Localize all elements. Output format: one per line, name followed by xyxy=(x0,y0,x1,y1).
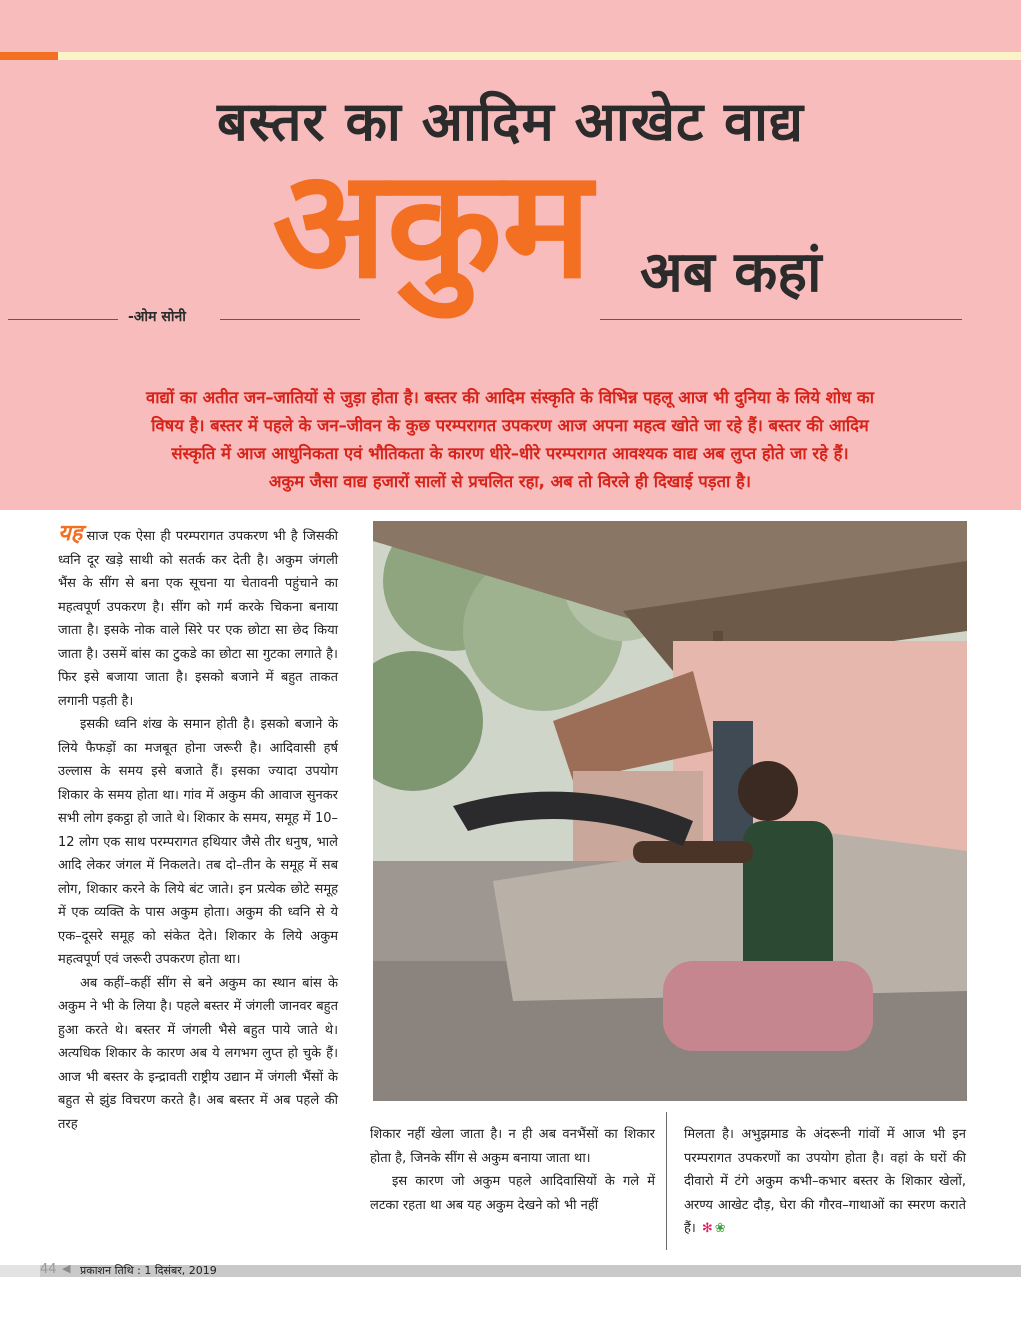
article-paragraph xyxy=(684,1123,966,1241)
intro-paragraph xyxy=(60,384,960,496)
column-divider xyxy=(666,1112,667,1250)
article-paragraph: अब कहीं–कहीं सींग से बने अकुम का स्थान बांस के अकुम ने भी के लिया है। पहले बस्तर में जंगली जानवर बहुत हुआ करते थे। बस्तर में जंगली भैसे बहुत पाये जाते थे। अत्यधिक शिकार के कारण अब ये लगभग लुप्त हो चुके हैं। आज भी बस्तर के इन्द्रावती राष्ट्रीय उद्यान में जंगली भैंसों के बहुत से झुंड विचरण करते है। अब बस्तर में अब पहले की तरह xyxy=(58,975,338,1132)
photo-illustration xyxy=(373,521,967,1101)
byline-rule-right xyxy=(600,319,962,320)
intro-line: वाद्यों का अतीत जन–जातियों से जुड़ा होता है। बस्तर की आदिम संस्कृति के विभिन्न पहलू आज भी दुनिया के लिये शोध का xyxy=(146,388,874,407)
footer-bar-accent xyxy=(0,1265,40,1277)
subtitle: अब कहां xyxy=(640,240,822,305)
header-banner xyxy=(0,0,1021,510)
byline: -ओम सोनी xyxy=(128,309,186,325)
article-paragraph xyxy=(58,522,338,713)
kicker-heading: बस्तर का आदिम आखेट वाद्य xyxy=(216,90,805,153)
byline-rule-left xyxy=(8,319,118,320)
flower-icon: ❀ xyxy=(714,1221,726,1236)
paragraph-text: साज एक ऐसा ही परम्परागत उपकरण भी है जिसकी ध्वनि दूर खड़े साथी को सतर्क कर देती है। अकुम जंगली भैंस के सींग से बना एक सूचना या चेतावनी पहुंचाने का महत्वपूर्ण उपकरण है। सींग को गर्म करके चिकना बनाया जाता है। इसके नोक वाले सिरे पर एक छोटा सा छेद किया जाता है। उसमें बांस का टुकडे का छोटा सा गुटका लगाते है। फिर इसे बजाया जाता है। इसको बजाने में बहुत ताकत लगानी पड़ती है। xyxy=(58,529,338,709)
top-cream-stripe xyxy=(58,52,1021,60)
article-paragraph: शिकार नहीं खेला जाता है। न ही अब वनभैंसों का शिकार होता है, जिनके सींग से अकुम बनाया जाता था। xyxy=(370,1127,655,1166)
end-mark-icon: ✻ xyxy=(701,1221,713,1236)
paragraph-text: मिलता है। अभुझमाड के अंदरूनी गांवों में आज भी इन परम्परागत उपकरणों का उपयोग होता है। वहां के घरों की दीवारो में टंगे अकुम कभी–कभार बस्तर के शिकार खेलों, अरण्य आखेट दौड़, घेरा की गौरव–गाथाओं का स्मरण कराते हैं। xyxy=(684,1127,966,1236)
dropcap: यह xyxy=(58,521,83,546)
article-column-3 xyxy=(684,1123,966,1241)
byline-rule-middle xyxy=(220,319,360,320)
article-photo xyxy=(373,521,967,1101)
article-paragraph: इस कारण जो अकुम पहले आदिवासियों के गले में लटका रहता था अब यह अकुम देखने को भी नहीं xyxy=(370,1174,655,1213)
main-title: अकुम xyxy=(272,138,592,312)
article-column-2 xyxy=(370,1123,655,1217)
publication-date: प्रकाशन तिथि : 1 दिसंबर, 2019 xyxy=(80,1264,217,1277)
article-column-1 xyxy=(58,522,338,1136)
article-paragraph: इसकी ध्वनि शंख के समान होती है। इसको बजाने के लिये फैफड़ों का मजबूत होना जरूरी है। आदिवासी हर्ष उल्लास के समय इसे बजाते हैं। इसका ज्यादा उपयोग शिकार के समय होता था। गांव में अकुम की आवाज सुनकर सभी लोग इकट्ठा हो जाते थे। शिकार के समय, समूह में 10–12 लोग एक साथ परम्परागत हथियार जैसे तीर धनुष, भाले आदि लेकर जंगल में निकलते। तब दो–तीन के समूह में सब लोग, शिकार करने के लिये बंट जाते। इन प्रत्येक छोटे समूह में एक व्यक्ति के पास अकुम होता। अकुम की ध्वनि से ये एक–दूसरे समूह को संकेत देते। शिकार के लिये अकुम महत्वपूर्ण एवं जरूरी उपकरण होता था। xyxy=(58,717,338,967)
intro-line: विषय है। बस्तर में पहले के जन–जीवन के कुछ परम्परागत उपकरण आज अपना महत्व खोते जा रहे हैं। बस्तर की आदिम xyxy=(151,416,869,435)
page-number: 44 xyxy=(40,1262,57,1277)
intro-line: संस्कृति में आज आधुनिकता एवं भौतिकता के कारण धीरे–धीरे परम्परागत आवश्यक वाद्य अब लुप्त होते जा रहे हैं। xyxy=(171,444,849,463)
top-accent-stripe xyxy=(0,52,58,60)
intro-line: अकुम जैसा वाद्य हजारों सालों से प्रचलित रहा, अब तो विरले ही दिखाई पड़ता है। xyxy=(268,472,752,491)
arrow-icon: ◀ xyxy=(62,1262,71,1275)
